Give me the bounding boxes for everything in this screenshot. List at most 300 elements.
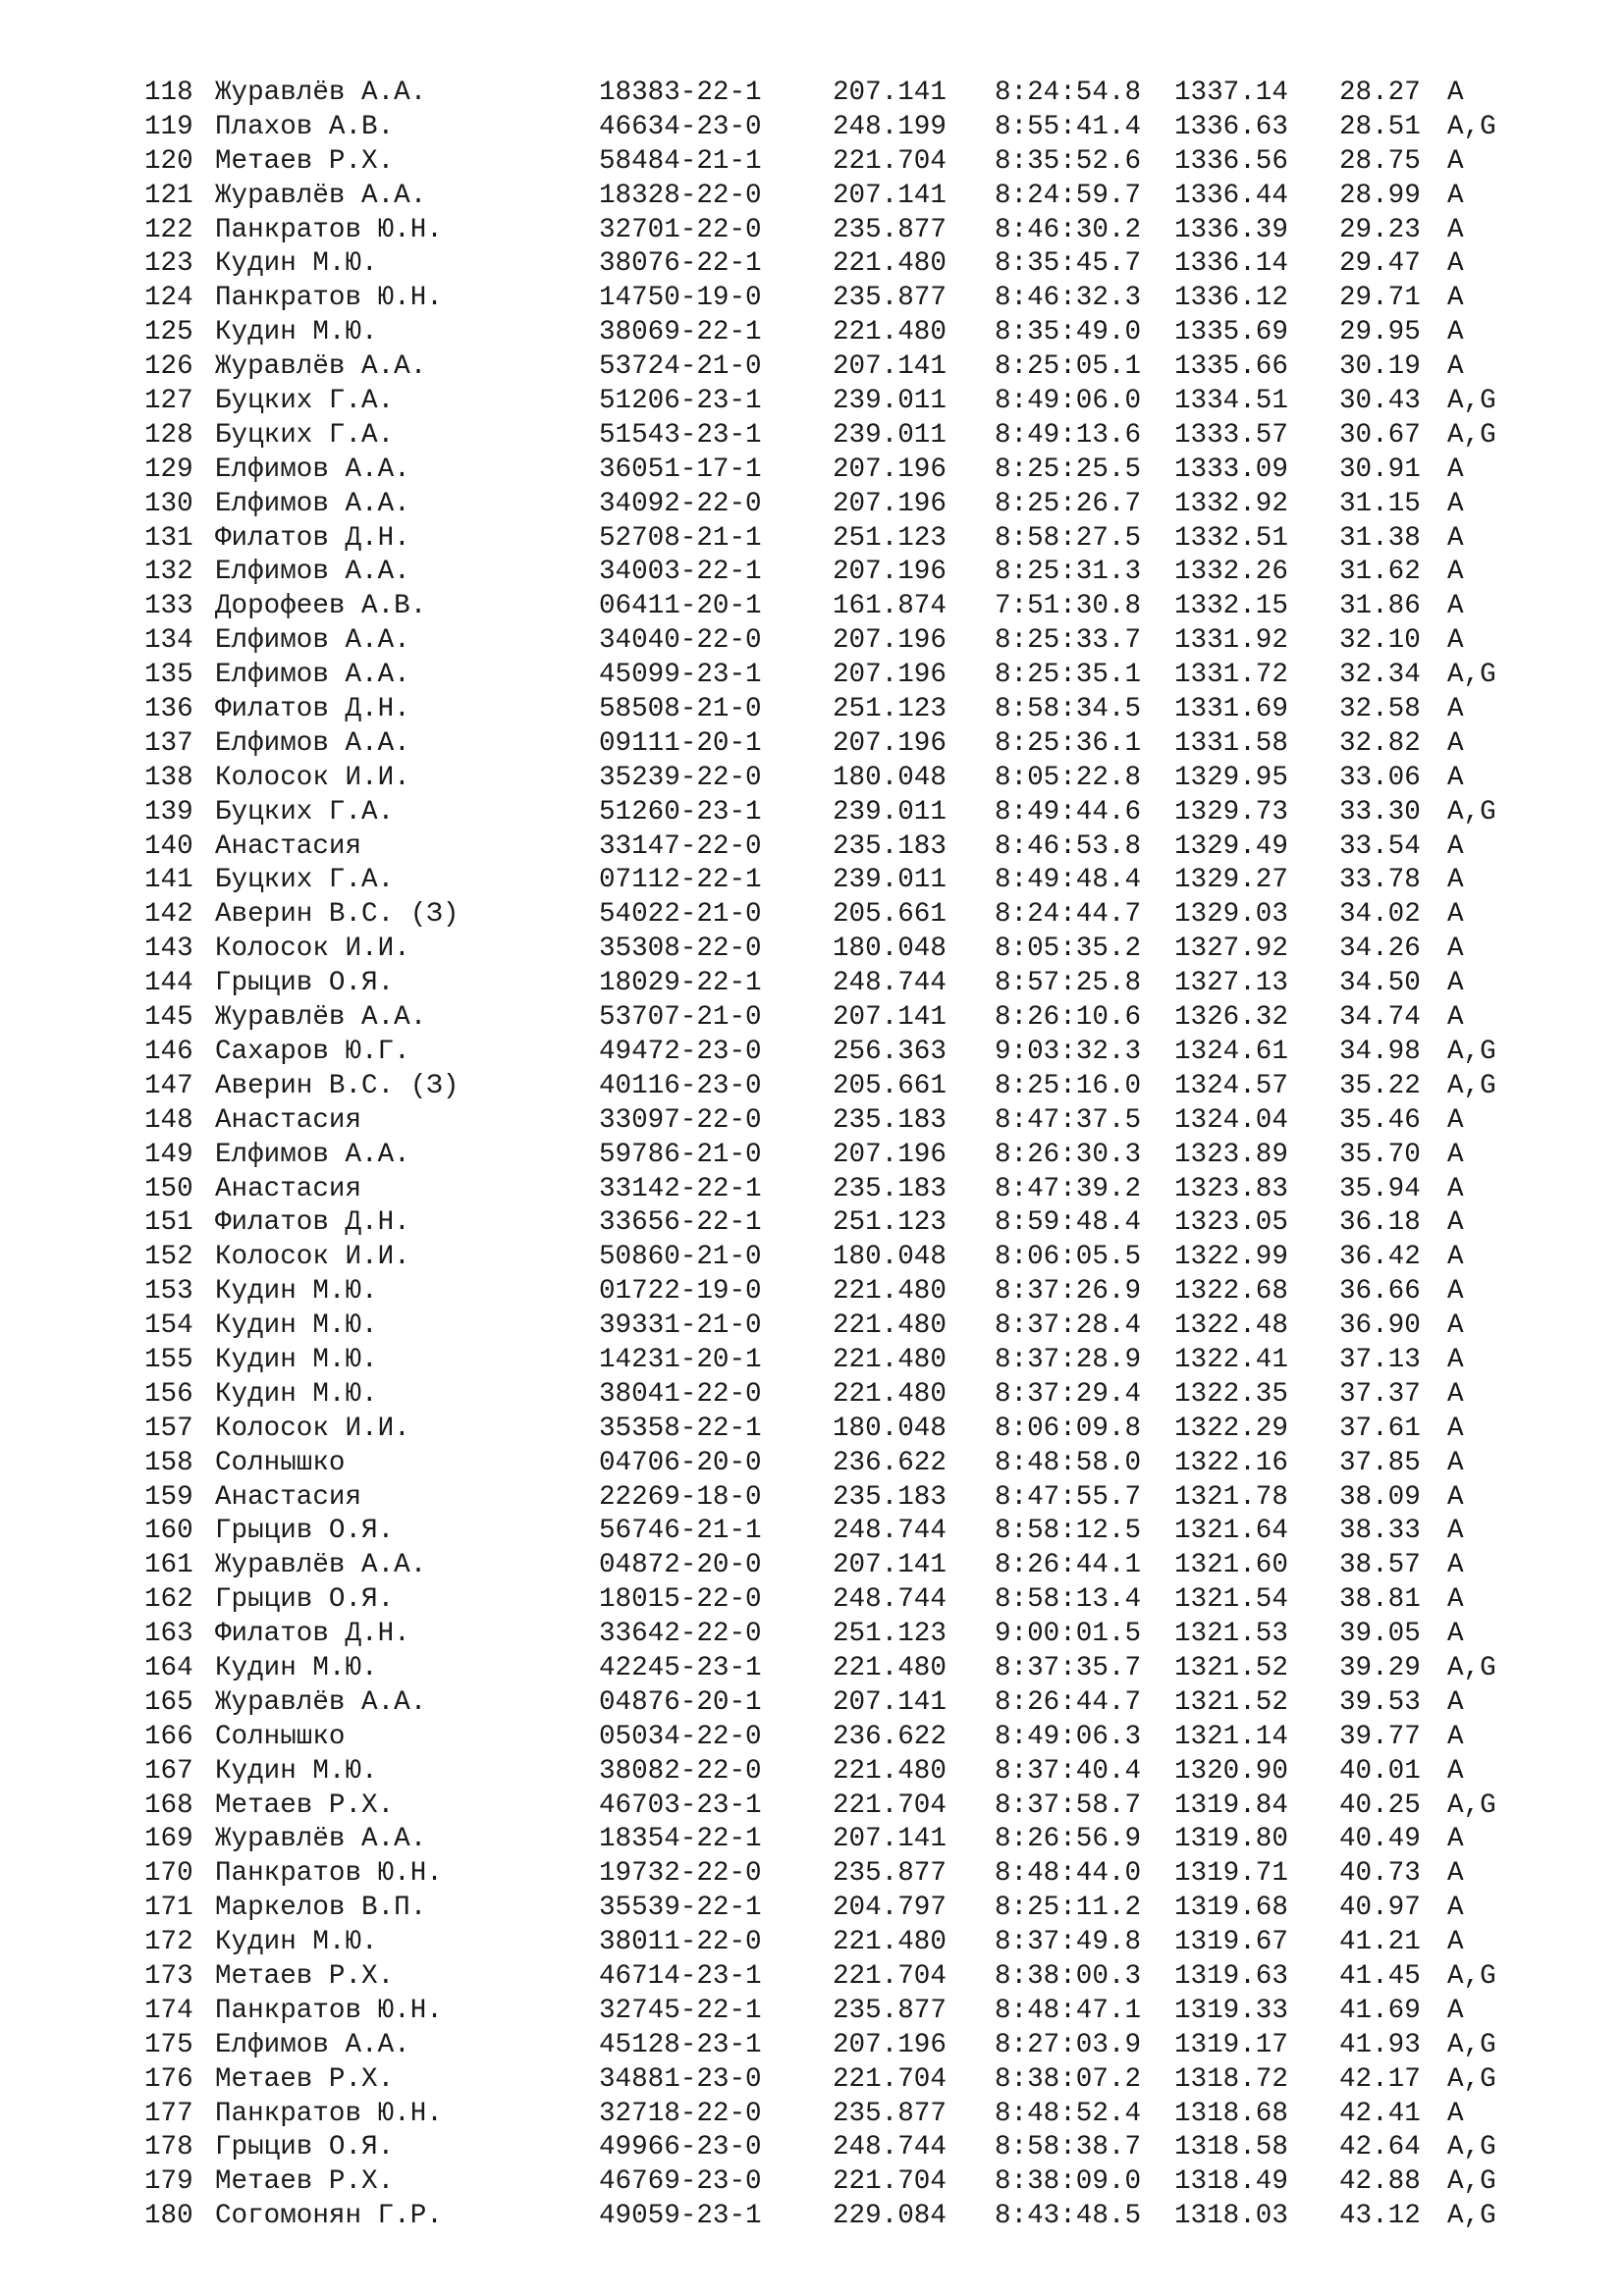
- results-list: [144, 77, 1539, 2234]
- speed: 1331.69: [1174, 694, 1288, 725]
- points: 34.02: [1339, 899, 1421, 931]
- points: 30.67: [1339, 419, 1421, 451]
- distance: 235.877: [833, 283, 947, 314]
- ring-number: 38069-22-1: [599, 317, 762, 348]
- table-row: [144, 316, 1539, 350]
- category-flags: A,G: [1447, 660, 1496, 691]
- ring-number: 32745-22-1: [599, 1995, 762, 2026]
- category-flags: A,G: [1447, 796, 1496, 828]
- place-number: 168: [144, 1789, 193, 1821]
- category-flags: A: [1447, 625, 1464, 657]
- points: 28.75: [1339, 145, 1421, 177]
- distance: 248.744: [833, 968, 947, 999]
- points: 29.23: [1339, 214, 1421, 245]
- ring-number: 45099-23-1: [599, 660, 762, 691]
- owner-name: Плахов А.В.: [215, 111, 395, 142]
- table-row: [144, 1481, 1539, 1516]
- speed: 1334.51: [1174, 386, 1288, 417]
- distance: 235.877: [833, 2098, 947, 2129]
- speed: 1326.32: [1174, 1002, 1288, 1034]
- category-flags: A: [1447, 1516, 1464, 1547]
- owner-name: Метаев Р.Х.: [215, 145, 395, 177]
- table-row: [144, 762, 1539, 796]
- place-number: 154: [144, 1310, 193, 1342]
- owner-name: Елфимов А.А.: [215, 2029, 410, 2060]
- distance: 207.141: [833, 1002, 947, 1034]
- table-row: [144, 214, 1539, 248]
- flight-time: 8:38:09.0: [995, 2166, 1142, 2198]
- ring-number: 33147-22-0: [599, 830, 762, 862]
- speed: 1321.52: [1174, 1652, 1288, 1683]
- speed: 1318.49: [1174, 2166, 1288, 2198]
- owner-name: Елфимов А.А.: [215, 1139, 410, 1170]
- ring-number: 35358-22-1: [599, 1413, 762, 1444]
- category-flags: A: [1447, 248, 1464, 280]
- distance: 235.877: [833, 1995, 947, 2026]
- flight-time: 9:03:32.3: [995, 1036, 1142, 1067]
- place-number: 125: [144, 317, 193, 348]
- points: 41.45: [1339, 1960, 1421, 1992]
- distance: 180.048: [833, 762, 947, 793]
- speed: 1329.03: [1174, 899, 1288, 931]
- table-row: [144, 1344, 1539, 1378]
- speed: 1322.99: [1174, 1242, 1288, 1273]
- owner-name: Колосок И.И.: [215, 1242, 410, 1273]
- flight-time: 8:58:12.5: [995, 1516, 1142, 1547]
- speed: 1321.53: [1174, 1619, 1288, 1650]
- speed: 1318.72: [1174, 2063, 1288, 2095]
- distance: 221.704: [833, 145, 947, 177]
- category-flags: A: [1447, 1824, 1464, 1855]
- distance: 207.141: [833, 78, 947, 108]
- category-flags: A: [1447, 78, 1464, 108]
- category-flags: A: [1447, 1242, 1464, 1273]
- speed: 1320.90: [1174, 1755, 1288, 1787]
- points: 41.21: [1339, 1927, 1421, 1958]
- points: 38.81: [1339, 1584, 1421, 1616]
- place-number: 176: [144, 2063, 193, 2095]
- category-flags: A: [1447, 591, 1464, 622]
- place-number: 118: [144, 78, 193, 108]
- category-flags: A: [1447, 1173, 1464, 1204]
- distance: 207.196: [833, 727, 947, 759]
- flight-time: 8:05:22.8: [995, 762, 1142, 793]
- place-number: 173: [144, 1960, 193, 1992]
- table-row: [144, 1755, 1539, 1789]
- speed: 1331.92: [1174, 625, 1288, 657]
- owner-name: Солнышко: [215, 1447, 346, 1478]
- speed: 1336.39: [1174, 214, 1288, 245]
- distance: 221.480: [833, 1652, 947, 1683]
- place-number: 152: [144, 1242, 193, 1273]
- distance: 248.744: [833, 1516, 947, 1547]
- place-number: 140: [144, 830, 193, 862]
- owner-name: Журавлёв А.А.: [215, 1550, 427, 1581]
- ring-number: 34881-23-0: [599, 2063, 762, 2095]
- speed: 1335.69: [1174, 317, 1288, 348]
- distance: 180.048: [833, 1413, 947, 1444]
- speed: 1322.48: [1174, 1310, 1288, 1342]
- table-row: [144, 1652, 1539, 1686]
- points: 42.17: [1339, 2063, 1421, 2095]
- owner-name: Журавлёв А.А.: [215, 180, 427, 211]
- distance: 221.480: [833, 1344, 947, 1375]
- owner-name: Панкратов Ю.Н.: [215, 1995, 443, 2026]
- points: 36.90: [1339, 1310, 1421, 1342]
- speed: 1321.52: [1174, 1686, 1288, 1718]
- place-number: 127: [144, 386, 193, 417]
- distance: 207.141: [833, 351, 947, 383]
- place-number: 158: [144, 1447, 193, 1478]
- category-flags: A,G: [1447, 2132, 1496, 2163]
- place-number: 121: [144, 180, 193, 211]
- distance: 221.480: [833, 317, 947, 348]
- category-flags: A: [1447, 2098, 1464, 2129]
- speed: 1321.64: [1174, 1516, 1288, 1547]
- category-flags: A: [1447, 865, 1464, 896]
- place-number: 142: [144, 899, 193, 931]
- ring-number: 18029-22-1: [599, 968, 762, 999]
- flight-time: 8:37:40.4: [995, 1755, 1142, 1787]
- category-flags: A,G: [1447, 1960, 1496, 1992]
- table-row: [144, 2200, 1539, 2234]
- category-flags: A: [1447, 694, 1464, 725]
- place-number: 131: [144, 522, 193, 554]
- speed: 1332.51: [1174, 522, 1288, 554]
- distance: 235.877: [833, 1858, 947, 1890]
- points: 40.97: [1339, 1893, 1421, 1924]
- distance: 204.797: [833, 1893, 947, 1924]
- category-flags: A: [1447, 1619, 1464, 1650]
- flight-time: 8:35:52.6: [995, 145, 1142, 177]
- flight-time: 8:46:32.3: [995, 283, 1142, 314]
- points: 43.12: [1339, 2201, 1421, 2232]
- distance: 251.123: [833, 1207, 947, 1239]
- owner-name: Буцких Г.А.: [215, 796, 395, 828]
- category-flags: A: [1447, 1104, 1464, 1136]
- place-number: 119: [144, 111, 193, 142]
- place-number: 137: [144, 727, 193, 759]
- table-row: [144, 590, 1539, 624]
- table-row: [144, 1001, 1539, 1036]
- place-number: 175: [144, 2029, 193, 2060]
- place-number: 122: [144, 214, 193, 245]
- table-row: [144, 864, 1539, 898]
- table-row: [144, 898, 1539, 933]
- distance: 239.011: [833, 865, 947, 896]
- speed: 1336.14: [1174, 248, 1288, 280]
- distance: 205.661: [833, 1070, 947, 1101]
- distance: 235.183: [833, 1104, 947, 1136]
- owner-name: Метаев Р.Х.: [215, 2166, 395, 2198]
- table-row: [144, 659, 1539, 693]
- owner-name: Анастасия: [215, 1481, 362, 1513]
- points: 41.69: [1339, 1995, 1421, 2026]
- ring-number: 53724-21-0: [599, 351, 762, 383]
- category-flags: A: [1447, 1721, 1464, 1752]
- distance: 161.874: [833, 591, 947, 622]
- category-flags: A: [1447, 727, 1464, 759]
- speed: 1332.92: [1174, 488, 1288, 519]
- flight-time: 8:25:36.1: [995, 727, 1142, 759]
- ring-number: 14750-19-0: [599, 283, 762, 314]
- distance: 239.011: [833, 386, 947, 417]
- points: 37.61: [1339, 1413, 1421, 1444]
- points: 34.74: [1339, 1002, 1421, 1034]
- category-flags: A: [1447, 1755, 1464, 1787]
- ring-number: 34003-22-1: [599, 557, 762, 588]
- points: 31.15: [1339, 488, 1421, 519]
- speed: 1324.57: [1174, 1070, 1288, 1101]
- distance: 256.363: [833, 1036, 947, 1067]
- place-number: 144: [144, 968, 193, 999]
- place-number: 123: [144, 248, 193, 280]
- table-row: [144, 727, 1539, 762]
- owner-name: Елфимов А.А.: [215, 727, 410, 759]
- owner-name: Журавлёв А.А.: [215, 1824, 427, 1855]
- place-number: 156: [144, 1378, 193, 1410]
- flight-time: 8:25:25.5: [995, 454, 1142, 485]
- table-row: [144, 1892, 1539, 1926]
- category-flags: A,G: [1447, 2063, 1496, 2095]
- place-number: 164: [144, 1652, 193, 1683]
- ring-number: 18015-22-0: [599, 1584, 762, 1616]
- speed: 1322.68: [1174, 1276, 1288, 1308]
- flight-time: 8:37:35.7: [995, 1652, 1142, 1683]
- owner-name: Кудин М.Ю.: [215, 1652, 378, 1683]
- speed: 1332.15: [1174, 591, 1288, 622]
- owner-name: Журавлёв А.А.: [215, 1002, 427, 1034]
- ring-number: 33656-22-1: [599, 1207, 762, 1239]
- speed: 1329.95: [1174, 762, 1288, 793]
- place-number: 138: [144, 762, 193, 793]
- points: 38.33: [1339, 1516, 1421, 1547]
- points: 28.27: [1339, 78, 1421, 108]
- ring-number: 49472-23-0: [599, 1036, 762, 1067]
- ring-number: 58508-21-0: [599, 694, 762, 725]
- flight-time: 8:49:06.0: [995, 386, 1142, 417]
- distance: 248.744: [833, 2132, 947, 2163]
- category-flags: A: [1447, 830, 1464, 862]
- ring-number: 18354-22-1: [599, 1824, 762, 1855]
- category-flags: A,G: [1447, 2201, 1496, 2232]
- flight-time: 8:38:00.3: [995, 1960, 1142, 1992]
- table-row: [144, 350, 1539, 385]
- distance: 221.704: [833, 2166, 947, 2198]
- speed: 1327.92: [1174, 934, 1288, 965]
- category-flags: A: [1447, 1893, 1464, 1924]
- distance: 221.480: [833, 1276, 947, 1308]
- speed: 1336.56: [1174, 145, 1288, 177]
- category-flags: A: [1447, 1002, 1464, 1034]
- flight-time: 8:26:30.3: [995, 1139, 1142, 1170]
- category-flags: A: [1447, 1447, 1464, 1478]
- place-number: 167: [144, 1755, 193, 1787]
- owner-name: Кудин М.Ю.: [215, 1755, 378, 1787]
- ring-number: 33642-22-0: [599, 1619, 762, 1650]
- ring-number: 34040-22-0: [599, 625, 762, 657]
- table-row: [144, 1206, 1539, 1241]
- table-row: [144, 1583, 1539, 1618]
- place-number: 161: [144, 1550, 193, 1581]
- speed: 1322.35: [1174, 1378, 1288, 1410]
- speed: 1331.72: [1174, 660, 1288, 691]
- flight-time: 8:49:13.6: [995, 419, 1142, 451]
- points: 34.50: [1339, 968, 1421, 999]
- category-flags: A: [1447, 1858, 1464, 1890]
- place-number: 162: [144, 1584, 193, 1616]
- flight-time: 8:37:49.8: [995, 1927, 1142, 1958]
- table-row: [144, 1960, 1539, 1995]
- distance: 235.877: [833, 214, 947, 245]
- flight-time: 8:24:54.8: [995, 78, 1142, 108]
- speed: 1323.83: [1174, 1173, 1288, 1204]
- ring-number: 04706-20-0: [599, 1447, 762, 1478]
- flight-time: 8:26:56.9: [995, 1824, 1142, 1855]
- points: 30.43: [1339, 386, 1421, 417]
- distance: 207.196: [833, 625, 947, 657]
- category-flags: A: [1447, 1481, 1464, 1513]
- category-flags: A: [1447, 283, 1464, 314]
- place-number: 133: [144, 591, 193, 622]
- distance: 221.480: [833, 1927, 947, 1958]
- ring-number: 46769-23-0: [599, 2166, 762, 2198]
- flight-time: 8:48:58.0: [995, 1447, 1142, 1478]
- place-number: 149: [144, 1139, 193, 1170]
- owner-name: Елфимов А.А.: [215, 488, 410, 519]
- table-row: [144, 796, 1539, 830]
- ring-number: 01722-19-0: [599, 1276, 762, 1308]
- distance: 236.622: [833, 1721, 947, 1752]
- distance: 251.123: [833, 694, 947, 725]
- table-row: [144, 2165, 1539, 2200]
- distance: 207.196: [833, 454, 947, 485]
- distance: 248.199: [833, 111, 947, 142]
- owner-name: Буцких Г.А.: [215, 865, 395, 896]
- owner-name: Кудин М.Ю.: [215, 1344, 378, 1375]
- speed: 1321.60: [1174, 1550, 1288, 1581]
- table-row: [144, 454, 1539, 488]
- category-flags: A: [1447, 454, 1464, 485]
- flight-time: 8:43:48.5: [995, 2201, 1142, 2232]
- flight-time: 8:05:35.2: [995, 934, 1142, 965]
- ring-number: 18383-22-1: [599, 78, 762, 108]
- flight-time: 8:37:26.9: [995, 1276, 1142, 1308]
- place-number: 132: [144, 557, 193, 588]
- points: 32.82: [1339, 727, 1421, 759]
- category-flags: A: [1447, 1584, 1464, 1616]
- owner-name: Колосок И.И.: [215, 934, 410, 965]
- category-flags: A: [1447, 214, 1464, 245]
- owner-name: Грыцив О.Я.: [215, 1584, 395, 1616]
- points: 32.10: [1339, 625, 1421, 657]
- ring-number: 04872-20-0: [599, 1550, 762, 1581]
- ring-number: 14231-20-1: [599, 1344, 762, 1375]
- category-flags: A: [1447, 557, 1464, 588]
- owner-name: Буцких Г.А.: [215, 386, 395, 417]
- ring-number: 09111-20-1: [599, 727, 762, 759]
- table-row: [144, 419, 1539, 454]
- ring-number: 56746-21-1: [599, 1516, 762, 1547]
- place-number: 141: [144, 865, 193, 896]
- ring-number: 39331-21-0: [599, 1310, 762, 1342]
- flight-time: 8:47:55.7: [995, 1481, 1142, 1513]
- flight-time: 8:37:58.7: [995, 1789, 1142, 1821]
- place-number: 145: [144, 1002, 193, 1034]
- flight-time: 8:57:25.8: [995, 968, 1142, 999]
- place-number: 143: [144, 934, 193, 965]
- table-row: [144, 282, 1539, 316]
- speed: 1337.14: [1174, 78, 1288, 108]
- category-flags: A: [1447, 145, 1464, 177]
- place-number: 120: [144, 145, 193, 177]
- points: 39.53: [1339, 1686, 1421, 1718]
- points: 32.58: [1339, 694, 1421, 725]
- distance: 235.183: [833, 1481, 947, 1513]
- ring-number: 33142-22-1: [599, 1173, 762, 1204]
- table-row: [144, 2029, 1539, 2063]
- table-row: [144, 1618, 1539, 1652]
- category-flags: A: [1447, 899, 1464, 931]
- points: 29.47: [1339, 248, 1421, 280]
- points: 30.91: [1339, 454, 1421, 485]
- table-row: [144, 1926, 1539, 1960]
- speed: 1332.26: [1174, 557, 1288, 588]
- speed: 1322.41: [1174, 1344, 1288, 1375]
- table-row: [144, 1789, 1539, 1824]
- place-number: 126: [144, 351, 193, 383]
- speed: 1323.05: [1174, 1207, 1288, 1239]
- owner-name: Грыцив О.Я.: [215, 1516, 395, 1547]
- ring-number: 32701-22-0: [599, 214, 762, 245]
- flight-time: 8:26:44.1: [995, 1550, 1142, 1581]
- place-number: 124: [144, 283, 193, 314]
- points: 37.85: [1339, 1447, 1421, 1478]
- speed: 1324.61: [1174, 1036, 1288, 1067]
- place-number: 159: [144, 1481, 193, 1513]
- table-row: [144, 77, 1539, 111]
- place-number: 180: [144, 2201, 193, 2232]
- speed: 1331.58: [1174, 727, 1288, 759]
- flight-time: 8:25:16.0: [995, 1070, 1142, 1101]
- table-row: [144, 145, 1539, 180]
- flight-time: 8:49:06.3: [995, 1721, 1142, 1752]
- place-number: 150: [144, 1173, 193, 1204]
- owner-name: Согомонян Г.Р.: [215, 2201, 443, 2232]
- ring-number: 19732-22-0: [599, 1858, 762, 1890]
- place-number: 163: [144, 1619, 193, 1650]
- flight-time: 7:51:30.8: [995, 591, 1142, 622]
- owner-name: Дорофеев А.В.: [215, 591, 427, 622]
- ring-number: 07112-22-1: [599, 865, 762, 896]
- flight-time: 8:37:28.4: [995, 1310, 1142, 1342]
- ring-number: 58484-21-1: [599, 145, 762, 177]
- ring-number: 50860-21-0: [599, 1242, 762, 1273]
- place-number: 165: [144, 1686, 193, 1718]
- points: 36.18: [1339, 1207, 1421, 1239]
- flight-time: 8:26:10.6: [995, 1002, 1142, 1034]
- table-row: [144, 2063, 1539, 2098]
- distance: 248.744: [833, 1584, 947, 1616]
- points: 28.51: [1339, 111, 1421, 142]
- owner-name: Кудин М.Ю.: [215, 1276, 378, 1308]
- points: 38.57: [1339, 1550, 1421, 1581]
- flight-time: 8:25:33.7: [995, 625, 1142, 657]
- owner-name: Панкратов Ю.Н.: [215, 214, 443, 245]
- flight-time: 8:35:49.0: [995, 317, 1142, 348]
- distance: 251.123: [833, 522, 947, 554]
- ring-number: 36051-17-1: [599, 454, 762, 485]
